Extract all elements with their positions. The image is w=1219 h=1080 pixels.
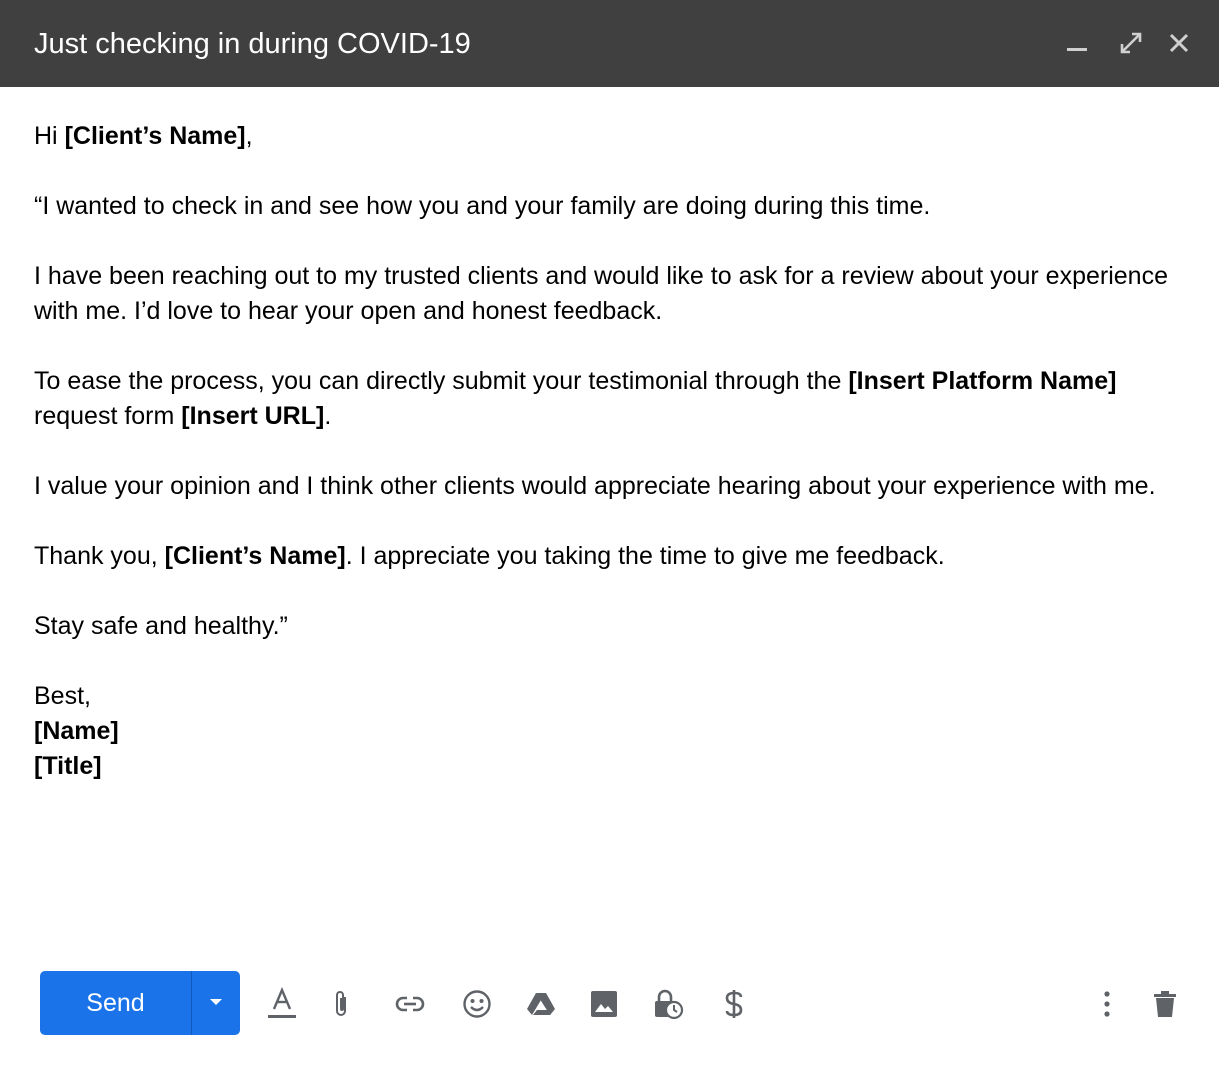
thanks-text-end: . I appreciate you taking the time to give me feedback. — [345, 542, 945, 570]
paragraph-stay-safe: Stay safe and healthy.” — [34, 612, 288, 640]
paragraph-thank-you — [34, 539, 1174, 574]
greeting-suffix: , — [245, 122, 253, 150]
more-options-button[interactable] — [1089, 986, 1125, 1022]
format-text-icon — [266, 987, 298, 1021]
link-icon — [394, 994, 426, 1014]
confidential-mode-button[interactable] — [650, 986, 686, 1022]
client-name-placeholder-2: [Client’s Name] — [164, 542, 346, 570]
paragraph-review-request: I have been reaching out to my trusted clients and would like to ask for a review about your experience with me. I’d love to hear your open and honest feedback. — [34, 262, 1168, 325]
minimize-icon — [1065, 31, 1089, 55]
insert-emoji-button[interactable] — [459, 986, 495, 1022]
close-button[interactable] — [1162, 26, 1196, 60]
signature-name: [Name] — [34, 717, 119, 745]
process-text-middle: request form — [34, 402, 182, 430]
paragraph-value-opinion: I value your opinion and I think other clients would appreciate hearing about your experience with me. — [34, 472, 1156, 500]
compose-title: Just checking in during COVID-19 — [34, 28, 471, 60]
greeting-prefix: Hi — [34, 122, 65, 150]
schedule-send-dropdown[interactable] — [192, 971, 240, 1035]
minimize-button[interactable] — [1060, 26, 1094, 60]
process-text-start: To ease the process, you can directly submit your testimonial through the — [34, 367, 849, 395]
platform-name-placeholder: [Insert Platform Name] — [848, 367, 1117, 395]
thanks-text-start: Thank you, — [34, 542, 165, 570]
signature-title: [Title] — [34, 752, 102, 780]
expand-icon — [1119, 31, 1143, 55]
emoji-icon — [462, 989, 492, 1019]
send-money-button[interactable] — [716, 986, 752, 1022]
more-options-icon — [1103, 990, 1111, 1018]
chevron-down-icon — [208, 994, 224, 1012]
expand-button[interactable] — [1114, 26, 1148, 60]
attach-icon — [332, 989, 352, 1019]
send-button[interactable]: Send — [86, 988, 145, 1017]
process-text-end: . — [324, 402, 332, 430]
insert-link-button[interactable] — [392, 986, 428, 1022]
close-icon — [1168, 32, 1190, 54]
confidential-lock-icon — [652, 988, 684, 1020]
compose-titlebar[interactable] — [0, 0, 1219, 87]
url-placeholder: [Insert URL] — [181, 402, 325, 430]
discard-draft-button[interactable] — [1147, 986, 1183, 1022]
paragraph-check-in: “I wanted to check in and see how you and your family are doing during this time. — [34, 192, 931, 220]
send-divider — [191, 971, 192, 1035]
client-name-placeholder: [Client’s Name] — [64, 122, 246, 150]
formatting-options-button[interactable] — [264, 986, 300, 1022]
send-button-group — [40, 971, 240, 1035]
insert-photo-button[interactable] — [586, 986, 622, 1022]
message-body[interactable] — [34, 119, 1174, 819]
money-icon — [723, 988, 745, 1020]
greeting-line — [34, 119, 1174, 154]
trash-icon — [1153, 990, 1177, 1018]
compose-toolbar — [0, 970, 1219, 1036]
paragraph-process — [34, 364, 1174, 434]
attach-files-button[interactable] — [324, 986, 360, 1022]
insert-from-drive-button[interactable] — [523, 986, 559, 1022]
drive-icon — [526, 991, 556, 1017]
photo-icon — [590, 990, 618, 1018]
signature-block — [34, 679, 1174, 784]
closing-text: Best, — [34, 682, 91, 710]
